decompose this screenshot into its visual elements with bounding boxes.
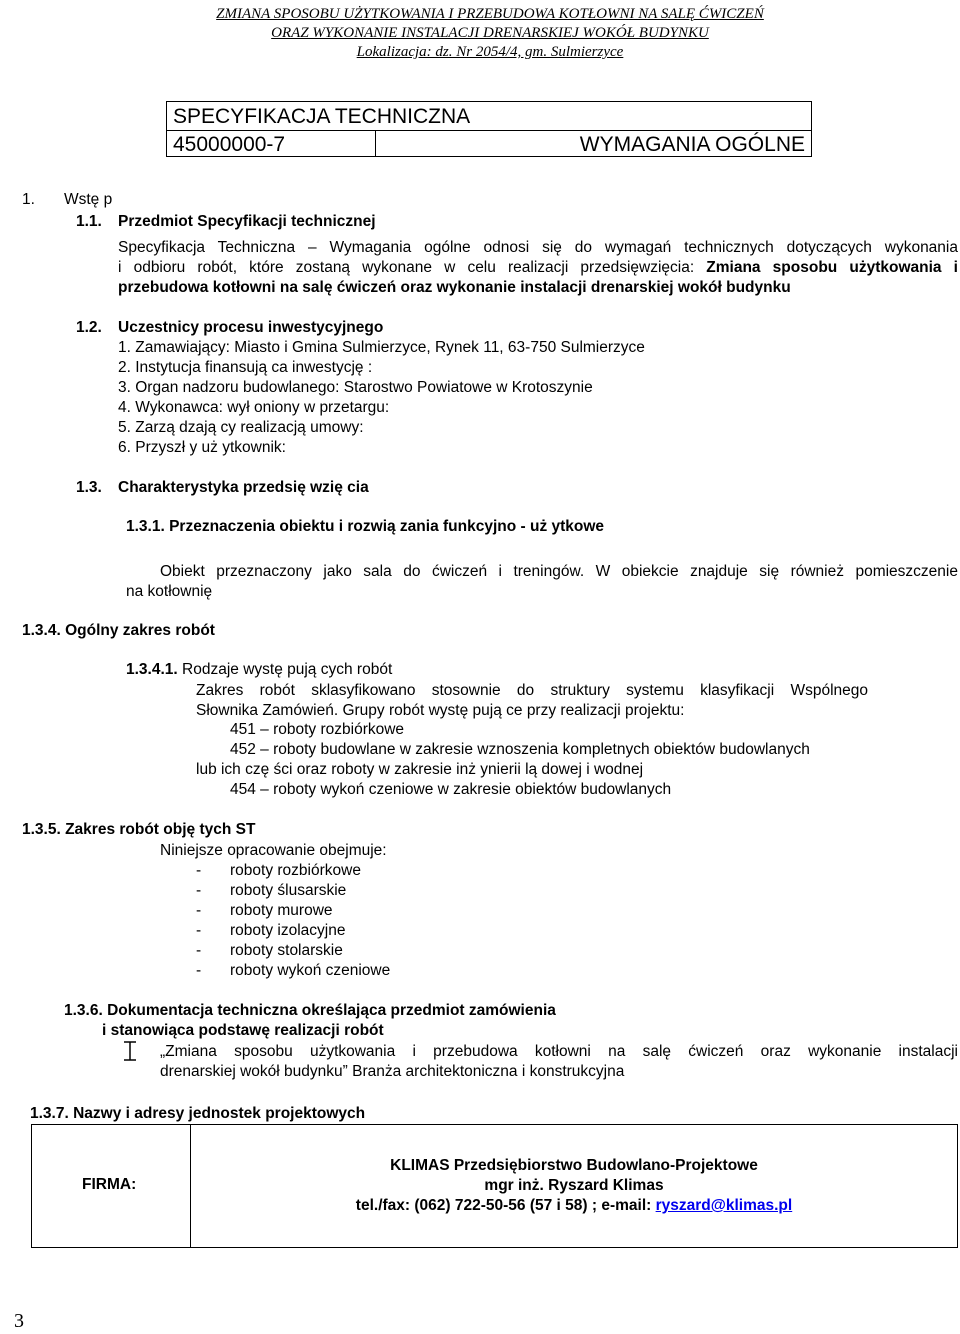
scope-item-label: roboty ślusarskie [230, 882, 347, 899]
section-1-1-line-2 [118, 258, 958, 278]
design-firm-table [31, 1124, 958, 1248]
scope-item-label: roboty stolarskie [230, 942, 343, 959]
list-dash: - [196, 882, 202, 899]
header-line-1: ZMIANA SPOSOBU UŻYTKOWANIA I PRZEBUDOWA KOTŁOWNI NA SALĘ ĆWICZEŃ [216, 6, 764, 22]
participant-item: 3. Organ nadzoru budowlanego: Starostwo Powiatowe w Krotoszynie [118, 379, 593, 396]
scope-item [196, 861, 361, 881]
project-name-part-1: Zmiana sposobu użytkowania i [706, 259, 958, 276]
section-1-1-title: Przedmiot Specyfikacji technicznej [118, 213, 376, 230]
list-dash: - [196, 922, 202, 939]
work-group-451: 451 – roboty rozbiórkowe [230, 721, 405, 738]
scope-item [196, 921, 346, 941]
firm-contact [191, 1196, 957, 1216]
participant-item: 5. Zarzą dzają cy realizacją umowy: [118, 419, 364, 436]
participant-item: 1. Zamawiający: Miasto i Gmina Sulmierzyce, Rynek 11, 63-750 Sulmierzyce [118, 339, 645, 356]
section-1-3-6-line-2: drenarskiej wokół budynku” Branża architektoniczna i konstrukcyjna [160, 1063, 625, 1080]
section-1-3-4-1-title: Rodzaje wystę pują cych robót [177, 661, 393, 678]
page-number: 3 [14, 1310, 24, 1332]
firm-owner: mgr inż. Ryszard Klimas [484, 1177, 664, 1194]
section-1-title: Wstę p [64, 191, 113, 208]
bullet-icon [120, 1040, 140, 1068]
section-1-3-4-line-2: Słownika Zamówień. Grupy robót wystę pują ce przy realizacji projektu: [196, 702, 685, 719]
list-dash: - [196, 862, 202, 879]
section-1-number: 1. [22, 191, 35, 208]
section-1-3-4-line-1: Zakres robót sklasyfikowano stosownie do struktury systemu klasyfikacji Wspólnego [196, 682, 868, 699]
section-1-3-7-title: 1.3.7. Nazwy i adresy jednostek projektowych [30, 1105, 366, 1122]
participant-item: 6. Przyszł y uż ytkownik: [118, 439, 286, 456]
section-1-3-4-title: 1.3.4. Ogólny zakres robót [22, 622, 215, 639]
scope-item [196, 901, 333, 921]
firm-contact-text: tel./fax: (062) 722-50-56 (57 i 58) ; e-mail: [355, 1197, 656, 1214]
section-1-3-6-title: 1.3.6. Dokumentacja techniczna określająca przedmiot zamówienia [64, 1002, 556, 1019]
firm-name: KLIMAS Przedsiębiorstwo Budowlano-Projektowe [390, 1157, 758, 1174]
section-1-3-title: Charakterystyka przedsię wzię cia [118, 479, 369, 496]
spec-code: 45000000-7 [173, 133, 286, 156]
header-location: Lokalizacja: dz. Nr 2054/4, gm. Sulmierzyce [356, 44, 624, 60]
section-1-2-number: 1.2. [76, 319, 102, 336]
section-1-3-5-title: 1.3.5. Zakres robót obję tych ST [22, 821, 256, 838]
section-1-3-number: 1.3. [76, 479, 102, 496]
section-1-1-number: 1.1. [76, 213, 102, 230]
section-1-3-6-line-1: „Zmiana sposobu użytkowania i przebudowa kotłowni na salę ćwiczeń oraz wykonanie instalacji [160, 1043, 958, 1060]
list-dash: - [196, 962, 202, 979]
section-1-2-title: Uczestnicy procesu inwestycyjnego [118, 319, 384, 336]
section-1-3-1-title: 1.3.1. Przeznaczenia obiektu i rozwią zania funkcyjno - uż ytkowe [126, 518, 605, 535]
scope-item [196, 941, 343, 961]
section-1-1-line-3: przebudowa kotłowni na salę ćwiczeń oraz wykonanie instalacji drenarskiej wokół budynku [118, 279, 791, 296]
scope-item-label: roboty izolacyjne [230, 922, 346, 939]
section-1-3-6-title-continued: i stanowiąca podstawę realizacji robót [102, 1022, 384, 1039]
scope-item [196, 961, 391, 981]
spec-title-box [166, 101, 812, 157]
section-1-1-line-1: Specyfikacja Techniczna – Wymagania ogólne odnosi się do wymagań technicznych dotyczących wykonania [118, 239, 958, 256]
spec-title: SPECYFIKACJA TECHNICZNA [173, 105, 471, 128]
list-dash: - [196, 942, 202, 959]
section-1-3-4-1-number: 1.3.4.1. [126, 661, 178, 678]
participant-item: 4. Wykonawca: wył oniony w przetargu: [118, 399, 390, 416]
spec-box-divider-vertical [375, 130, 376, 156]
header-line-2: ORAZ WYKONANIE INSTALACJI DRENARSKIEJ WOKÓŁ BUDYNKU [271, 25, 709, 41]
scope-item-label: roboty rozbiórkowe [230, 862, 361, 879]
list-dash: - [196, 902, 202, 919]
firm-label: FIRMA: [82, 1176, 137, 1193]
spec-box-divider [167, 130, 811, 131]
bullet-bracket-icon [120, 1040, 140, 1062]
section-1-3-5-intro: Niniejsze opracowanie obejmuje: [160, 842, 387, 859]
participant-item: 2. Instytucja finansują ca inwestycję : [118, 359, 373, 376]
work-group-452: 452 – roboty budowlane w zakresie wznoszenia kompletnych obiektów budowlanych [230, 741, 810, 758]
section-1-3-1-line-1: Obiekt przeznaczony jako sala do ćwiczeń i treningów. W obiekcie znajduje się również pomieszczenie [160, 563, 958, 580]
scope-item-label: roboty murowe [230, 902, 333, 919]
scope-item-label: roboty wykoń czeniowe [230, 962, 391, 979]
firm-email-link[interactable]: ryszard@klimas.pl [655, 1197, 793, 1214]
section-1-3-1-line-2: na kotłownię [126, 583, 213, 600]
section-1-1-line-2-text: i odbioru robót, które zostaną wykonane w celu realizacji przedsięwzięcia: [118, 259, 707, 276]
section-1-3-4-1-heading [126, 660, 392, 680]
scope-item [196, 881, 347, 901]
work-group-452-continued: lub ich czę ści oraz roboty w zakresie inż ynierii lą dowej i wodnej [196, 761, 644, 778]
work-group-454: 454 – roboty wykoń czeniowe w zakresie obiektów budowlanych [230, 781, 672, 798]
spec-requirements: WYMAGANIA OGÓLNE [579, 133, 805, 156]
